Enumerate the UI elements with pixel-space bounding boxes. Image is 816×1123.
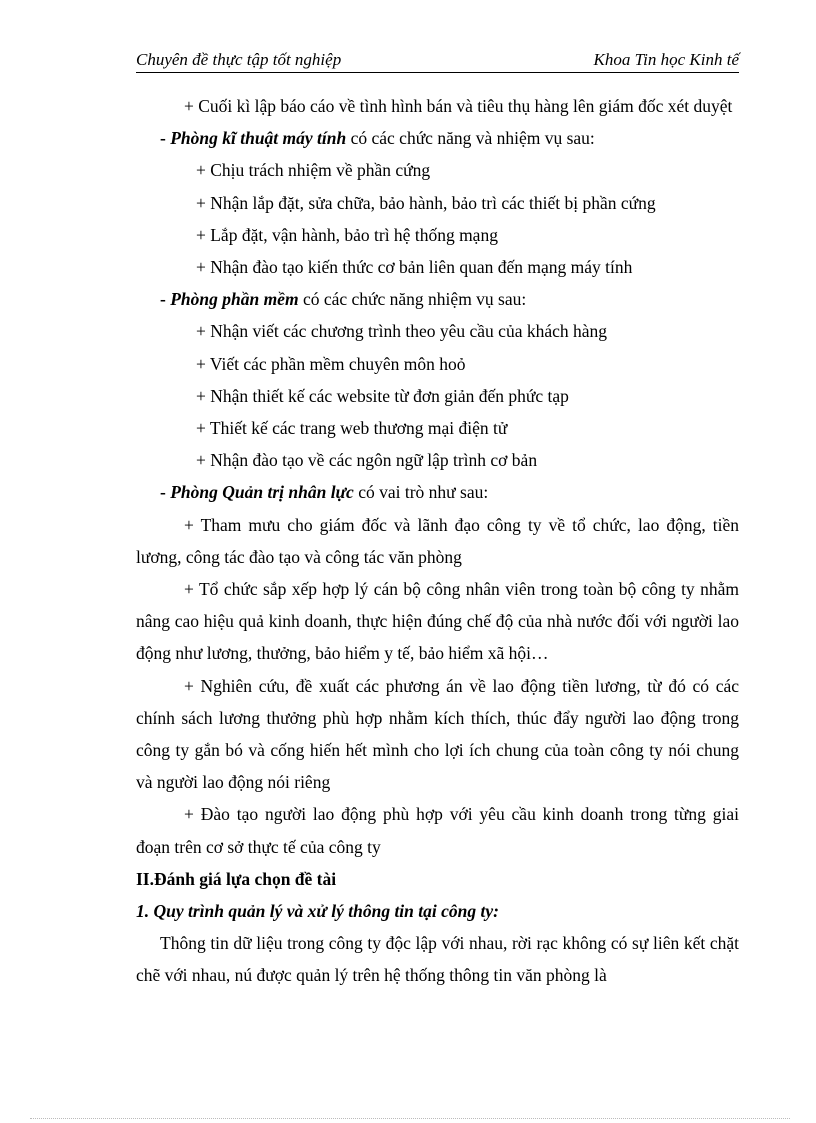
list-item: + Nhận thiết kế các website từ đơn giản đến phức tạp xyxy=(196,385,569,406)
subsection-heading: 1. Quy trình quản lý và xử lý thông tin tại công ty: xyxy=(136,901,499,922)
department-intro: có vai trò như sau: xyxy=(353,482,489,503)
header-left-title: Chuyên đề thực tập tốt nghiệp xyxy=(136,50,342,69)
department-title: Phòng phần mềm xyxy=(170,289,299,310)
department-title: Phòng kĩ thuật máy tính xyxy=(170,128,347,149)
list-item: + Viết các phần mềm chuyên môn hoỏ xyxy=(196,353,466,374)
department-title: Phòng Quản trị nhân lực xyxy=(170,482,354,503)
header-right-title: Khoa Tin học Kinh tế xyxy=(593,50,739,69)
list-item: + Nhận lắp đặt, sửa chữa, bảo hành, bảo trì các thiết bị phần cứng xyxy=(196,192,656,213)
dash-marker: - xyxy=(160,128,171,149)
department-intro: có các chức năng và nhiệm vụ sau: xyxy=(346,128,595,149)
dash-marker: - xyxy=(160,482,171,503)
paragraph: + Tham mưu cho giám đốc và lãnh đạo công ty về tổ chức, lao động, tiền lương, công tác đào tạo và công tác văn phòng xyxy=(136,514,739,567)
section-heading: II.Đánh giá lựa chọn đề tài xyxy=(136,868,337,889)
paragraph: Thông tin dữ liệu trong công ty độc lập với nhau, rời rạc không có sự liên kết chặt chẽ với nhau, nú được quản lý trên hệ thống thông tin văn phòng là xyxy=(136,933,739,986)
department-heading xyxy=(136,122,739,154)
paragraph: + Đào tạo người lao động phù hợp với yêu cầu kinh doanh trong từng giai đoạn trên cơ sở thực tế của công ty xyxy=(136,804,739,857)
list-item: + Nhận viết các chương trình theo yêu cầu của khách hàng xyxy=(196,321,608,342)
document-body xyxy=(136,90,739,992)
list-item: + Nhận đào tạo kiến thức cơ bản liên quan đến mạng máy tính xyxy=(196,257,633,278)
department-intro: có các chức năng nhiệm vụ sau: xyxy=(298,289,527,310)
paragraph: + Tổ chức sắp xếp hợp lý cán bộ công nhân viên trong toàn bộ công ty nhằm nâng cao hiệu quả kinh doanh, thực hiện đúng chế độ của nhà nước đối với người lao động như lương, thưởng, bảo hiểm y tế, bảo hiểm xã hội… xyxy=(136,579,739,664)
page-header xyxy=(136,48,739,73)
department-heading xyxy=(136,476,739,508)
list-item: + Chịu trách nhiệm về phần cứng xyxy=(196,160,431,181)
list-item: + Nhận đào tạo về các ngôn ngữ lập trình cơ bản xyxy=(196,450,538,471)
footer-divider xyxy=(30,1118,790,1119)
list-item: + Lắp đặt, vận hành, bảo trì hệ thống mạng xyxy=(196,224,498,245)
list-item: + Thiết kế các trang web thương mại điện tử xyxy=(196,418,508,439)
paragraph: + Nghiên cứu, đề xuất các phương án về lao động tiền lương, từ đó có các chính sách lương thưởng phù hợp nhằm kích thích, thúc đẩy người lao động trong công ty gắn bó và cống hiến hết mình cho lợi ích chung của toàn công ty nói chung và người lao động nói riêng xyxy=(136,675,739,793)
dash-marker: - xyxy=(160,289,171,310)
department-heading xyxy=(136,283,739,315)
paragraph: + Cuối kì lập báo cáo về tình hình bán và tiêu thụ hàng lên giám đốc xét duyệt xyxy=(184,96,733,116)
